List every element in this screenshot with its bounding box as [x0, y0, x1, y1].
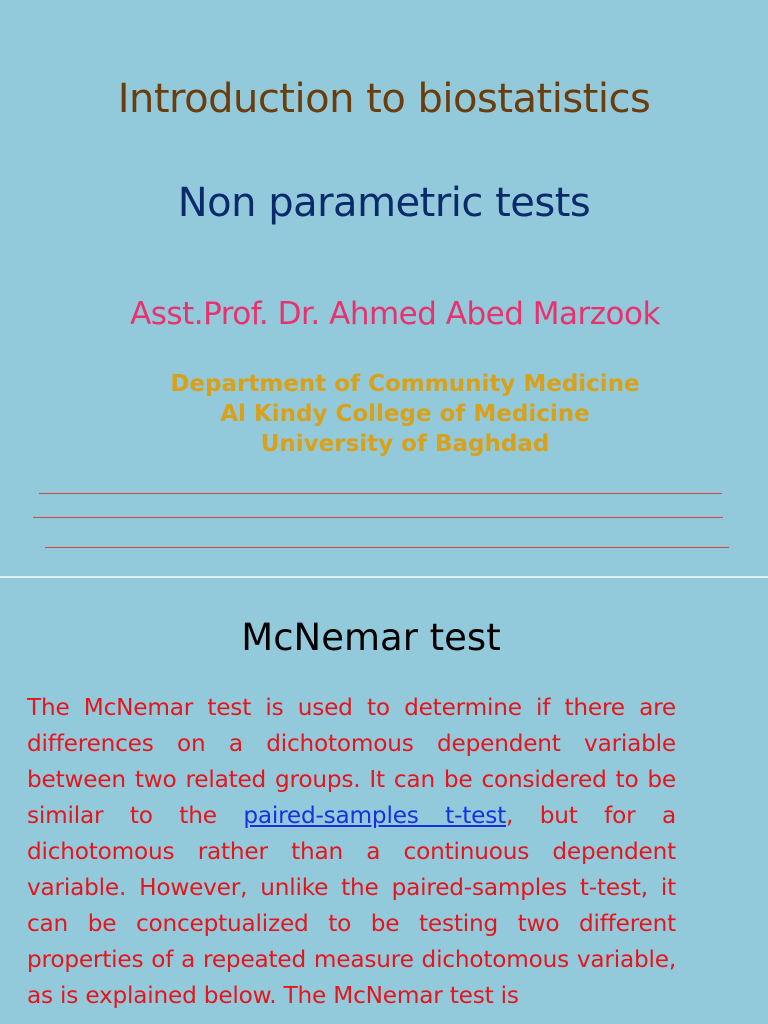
- college-name: Al Kindy College of Medicine: [220, 401, 590, 427]
- slide-subtitle: Non parametric tests: [177, 180, 591, 226]
- department-name: Department of Community Medicine: [170, 371, 640, 397]
- decorative-rule-1: [39, 493, 722, 494]
- body-text-part2: , but for a dichotomous rather than a continuous dependent variable. However, unlike the paired-samples t-test, it can be conceptualized to be testing two different properties of a repeated measure dichotomous variable, as is explained below. The McNemar test is: [27, 802, 676, 1009]
- author-name: Asst.Prof. Dr. Ahmed Abed Marzook: [130, 296, 660, 332]
- mcnemar-description: [27, 690, 676, 1014]
- paired-t-test-link[interactable]: paired-samples t-test: [243, 802, 506, 829]
- decorative-rule-3: [45, 547, 729, 548]
- mcnemar-slide: [0, 578, 768, 1024]
- affiliation-block: [0, 369, 768, 459]
- decorative-rule-2: [33, 517, 723, 518]
- mcnemar-title: McNemar test: [241, 616, 501, 659]
- slide-title: Introduction to biostatistics: [117, 76, 651, 122]
- university-name: University of Baghdad: [260, 431, 550, 457]
- body-text-part1: The McNemar test is used to determine if there are differences on a dichotomous dependent variable between two related groups. It can be considered to be similar to the: [27, 694, 676, 829]
